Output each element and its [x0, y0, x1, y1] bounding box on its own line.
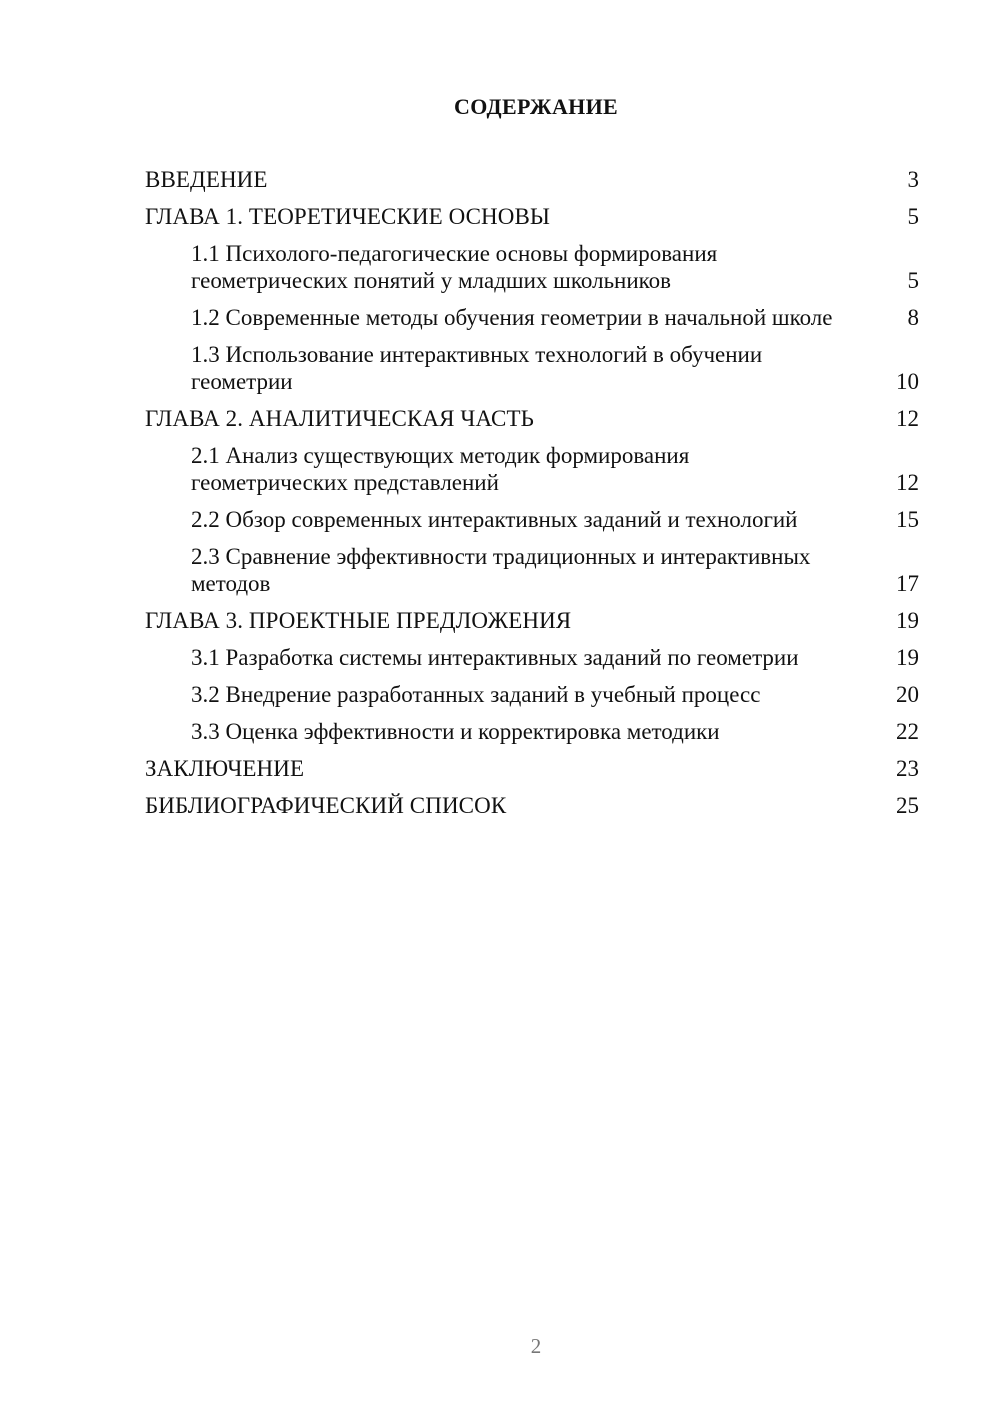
- toc-entry-page: 23: [896, 756, 919, 781]
- toc-entry-text: 1.3 Использование интерактивных технологий в обучении геометрии: [191, 342, 763, 394]
- toc-entry-text: 3.2 Внедрение разработанных заданий в учебный процесс: [191, 682, 761, 707]
- toc-entry-text: 3.1 Разработка системы интерактивных заданий по геометрии: [191, 645, 799, 670]
- toc-entry-text: 3.3 Оценка эффективности и корректировка методики: [191, 719, 720, 744]
- toc-entry-page: 25: [896, 793, 919, 818]
- toc-entry-page: 15: [896, 507, 919, 532]
- toc-entry[interactable]: [145, 506, 919, 533]
- toc-entry-text: БИБЛИОГРАФИЧЕСКИЙ СПИСОК: [145, 793, 507, 818]
- toc-entry-text: ЗАКЛЮЧЕНИЕ: [145, 756, 305, 781]
- toc-entry[interactable]: [145, 543, 919, 597]
- toc-entry-page: 12: [896, 406, 919, 431]
- table-of-contents: [145, 166, 919, 829]
- toc-entry[interactable]: [145, 203, 919, 230]
- toc-entry-page: 19: [896, 608, 919, 633]
- toc-entry-page: 22: [896, 719, 919, 744]
- toc-entry-text: ВВЕДЕНИЕ: [145, 167, 268, 192]
- toc-entry-text: 2.3 Сравнение эффективности традиционных и интерактивных методов: [191, 544, 811, 596]
- toc-entry[interactable]: [145, 607, 919, 634]
- toc-entry-page: 19: [896, 645, 919, 670]
- toc-entry-text: 1.2 Современные методы обучения геометрии в начальной школе: [191, 305, 833, 330]
- toc-entry-page: 20: [896, 682, 919, 707]
- toc-entry[interactable]: [145, 755, 919, 782]
- toc-title: СОДЕРЖАНИЕ: [454, 94, 618, 119]
- toc-entry-text: ГЛАВА 3. ПРОЕКТНЫЕ ПРЕДЛОЖЕНИЯ: [145, 608, 572, 633]
- toc-entry-text: 1.1 Психолого-педагогические основы формирования геометрических понятий у младших школьников: [191, 241, 718, 293]
- toc-entry[interactable]: [145, 718, 919, 745]
- toc-entry[interactable]: [145, 341, 919, 395]
- toc-entry-page: 3: [907, 167, 919, 192]
- page-number: 2: [530, 1334, 542, 1358]
- toc-entry-text: 2.1 Анализ существующих методик формирования геометрических представлений: [191, 443, 690, 495]
- toc-entry-text: 2.2 Обзор современных интерактивных заданий и технологий: [191, 507, 798, 532]
- toc-entry[interactable]: [145, 166, 919, 193]
- toc-entry[interactable]: [145, 442, 919, 496]
- toc-entry-page: 10: [896, 369, 919, 394]
- toc-entry[interactable]: [145, 681, 919, 708]
- toc-entry-page: 5: [907, 268, 919, 293]
- toc-entry-page: 17: [896, 571, 919, 596]
- toc-entry-text: ГЛАВА 2. АНАЛИТИЧЕСКАЯ ЧАСТЬ: [145, 406, 534, 431]
- toc-entry-text: ГЛАВА 1. ТЕОРЕТИЧЕСКИЕ ОСНОВЫ: [145, 204, 551, 229]
- toc-entry-page: 12: [896, 470, 919, 495]
- toc-entry-page: 8: [907, 305, 919, 330]
- toc-entry[interactable]: [145, 304, 919, 331]
- toc-entry[interactable]: [145, 644, 919, 671]
- toc-entry[interactable]: [145, 405, 919, 432]
- toc-entry[interactable]: [145, 792, 919, 819]
- toc-entry-page: 5: [907, 204, 919, 229]
- toc-entry[interactable]: [145, 240, 919, 294]
